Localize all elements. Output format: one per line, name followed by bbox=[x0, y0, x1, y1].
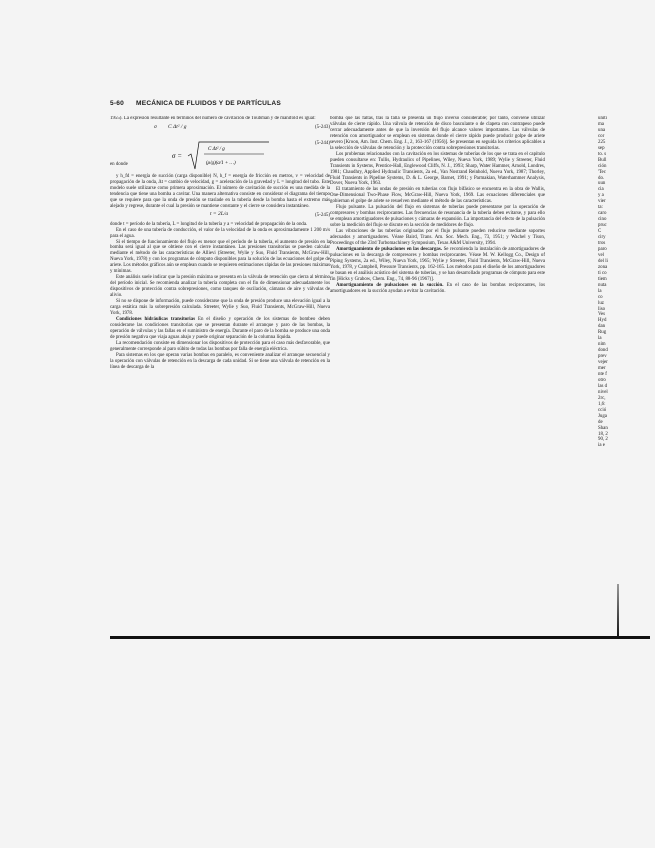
right-column-line: Hyd bbox=[598, 318, 607, 324]
eq1-rhs: C Δt² / g bbox=[168, 123, 187, 130]
right-column-line: luz bbox=[598, 300, 604, 306]
right-column-line: ia e bbox=[598, 443, 605, 449]
running-header bbox=[110, 100, 530, 107]
left-paragraph-6: Si no se dispone de información, puede considerarse que la onda de presión produce una elevación igual a la carga estática más la sobrepresión calculada. Streeter, Wylie y Suo, Fluid Transients, McGraw-Hill, Nueva York, 1978. bbox=[110, 299, 330, 316]
right-column-line: ma bbox=[598, 121, 604, 127]
middle-column bbox=[330, 116, 545, 636]
right-column-line: de bbox=[598, 419, 603, 425]
right-column-line: caro bbox=[598, 211, 607, 217]
right-column-line: cor bbox=[598, 133, 605, 139]
svg-text:C Δt² / g: C Δt² / g bbox=[208, 146, 225, 152]
eq3-number: (5-245) bbox=[315, 212, 330, 218]
right-column-line: Ves bbox=[598, 312, 606, 318]
eq1-lhs: σ bbox=[154, 123, 157, 130]
page-bottom-rule bbox=[110, 636, 650, 639]
right-column-line: y a bbox=[598, 193, 604, 199]
mid-paragraph-6 bbox=[330, 247, 545, 283]
left-paragraph-8: La recomendación consiste en dimensionar los dispositivos de protección para el caso más desfavorable, que generalmente corresponde al paro súbito de todas las bombas por falla de energía eléctrica. bbox=[110, 340, 330, 352]
right-column-line: del li bbox=[598, 258, 608, 264]
right-column-line: nivel bbox=[598, 389, 608, 395]
right-column-line: 2rc, bbox=[598, 395, 606, 401]
page-number: 5-60 bbox=[110, 100, 124, 107]
left-paragraph-7-body: En el diseño y operación de los sistemas de bombeo deben considerarse las condiciones transitorias que se presentan durante el arranque y paro de las bombas, la operación de válvulas y las fallas en el suministro de energía. Durante el paro de la bomba se produce una onda de presión negativa que viaja aguas abajo y puede originar separación de la columna líquida. bbox=[110, 316, 330, 340]
right-column-line: 225 bbox=[598, 139, 606, 145]
right-column-line: 18, 2 bbox=[598, 431, 608, 437]
right-column-line: ta: bbox=[598, 205, 603, 211]
right-column-line: la bbox=[598, 336, 602, 342]
right-column-line: cció bbox=[598, 407, 607, 413]
right-column-line: tiem bbox=[598, 276, 607, 282]
right-column-line: ciry bbox=[598, 235, 606, 241]
right-column-line: una bbox=[598, 127, 606, 133]
left-paragraph-5: Este análisis suele indicar que la presión máxima se presenta en la válvula de retención que cierra al término del período inicial. Se recomienda analizar la tubería completa con el fin de dimensionar adecuadamente los dispositivos de protección contra sobrepresiones, como tanques de oscilación, cámaras de aire y válvulas de alivio. bbox=[110, 275, 330, 299]
eq3-formula: t = 2L/a bbox=[210, 210, 229, 217]
eq1-number: (5-243) bbox=[315, 124, 330, 130]
right-column-line: to. s bbox=[598, 151, 607, 157]
right-column-line: tros bbox=[598, 241, 606, 247]
right-column-line: liso bbox=[598, 306, 606, 312]
mid-paragraph-5: Las vibraciones de las tuberías originadas por el flujo pulsante pueden reducirse mediante soportes adecuados y amortiguadores. Véase Baird, Trans. Am. Soc. Mech. Eng., 73, 1951; y Wachel y Tison, Proceedings of the 23rd Turbomachinery Symposium, Texas A&M University, 1994. bbox=[330, 229, 545, 247]
intro-paragraph: 1955). La expresión resultante en términos del número de cavitación de Toubman y de manifold es igual: bbox=[110, 116, 316, 121]
right-column-line: ción bbox=[598, 163, 607, 169]
right-column-line: co bbox=[598, 294, 603, 300]
right-column-line: zona bbox=[598, 264, 608, 270]
right-column-line: las d bbox=[598, 383, 608, 389]
running-title: MECÁNICA DE FLUIDOS Y DE PARTÍCULAS bbox=[136, 100, 281, 107]
right-column-line: Shan bbox=[598, 425, 608, 431]
left-paragraph-7 bbox=[110, 317, 330, 341]
radical-formula-graphic bbox=[164, 138, 274, 174]
right-column-line: la bbox=[598, 288, 602, 294]
right-column-line: mer bbox=[598, 366, 606, 372]
right-column-line: uun bbox=[598, 181, 606, 187]
left-paragraph-2: donde t = período de la tubería, L = longitud de la tubería y a = velocidad de propagación de la onda. bbox=[110, 221, 308, 227]
right-column-line: Juga bbox=[598, 413, 607, 419]
left-paragraph-1: y h_fd = energía de succión (carga disponible) N, h_f = energía de fricción en metros, v = velocidad de propagación de la onda, Δt = cambio de velocidad, g = aceleración de la gravedad y L = longitud del tubo. Este modelo suele utilizarse como primera aproximación. El número de cavitación de succión es una medida de la tendencia que tiene una bomba a cavitar. Una manera alternativa consiste en considerar el diagrama del tiempo que se requiere para que la onda de presión se traslade en la tubería desde la bomba hasta el extremo más alejado y regrese, durante el cual la presión se mantiene constante y el cierre se considera instantáneo. bbox=[110, 173, 330, 209]
section-heading-suction: Amortiguamiento de pulsaciones en la succión. bbox=[336, 282, 444, 288]
left-paragraph-4: Si el tiempo de funcionamiento del flujo es menor que el período de la tubería, el aumento de presión en la bomba será igual al que se obtiene con el cierre instantáneo. Las presiones transitorias se pueden calcular mediante el método de las características de Allievi (Streeter, Wylie y Suo, Fluid Transients, McGraw-Hill, Nueva York, 1978) y con los programas de cómputo disponibles para la solución de las ecuaciones del golpe de ariete. Los métodos gráficos aún se emplean cuando se requieren estimaciones rápidas de las presiones máximas y mínimas. bbox=[110, 239, 330, 275]
right-column-line: Bull bbox=[598, 157, 607, 163]
mid-paragraph-2: Los problemas relacionados con la cavitación en los sistemas de tuberías de los que se trata en el capítulo pueden consultarse en: Tullis, Hydraulics of Pipelines, Wiley, Nueva York, 1989; Wylie y Streeter, Fluid Transients in Systems, Prentice-Hall, Englewood Cliffs, N. J., 1993; Sharp, Water Hammer, Arnold, Londres, 1981; Chaudhry, Applied Hydraulic Transients, 2a ed., Van Nostrand Reinhold, Nueva York, 1987; Thorley, Fluid Transients in Pipeline Systems, D. & L. George, Barnet, 1991; y Parmakian, Waterhammer Analysis, Dover, Nueva York, 1963. bbox=[330, 151, 545, 187]
right-column-line: prev bbox=[598, 354, 607, 360]
mid-paragraph-7 bbox=[330, 283, 545, 295]
right-column-line: ti co bbox=[598, 270, 607, 276]
mid-paragraph-7-body: En el caso de las bombas reciprocantes, los amortiguadores en la succión ayudan a evitar la cavitación. bbox=[330, 282, 545, 294]
eq2-side-label: en donde bbox=[110, 161, 128, 167]
right-column-line: 1,6: bbox=[598, 401, 606, 407]
equation-5-245 bbox=[110, 210, 330, 222]
right-column-line: nuta bbox=[598, 282, 607, 288]
section-heading-transients: Condiciones hidráulicas transitorias bbox=[116, 316, 196, 322]
left-paragraph-3: En el caso de una tubería de conducción, el valor de la velocidad de la onda es aproximadamente 1 200 m/s para el agua. bbox=[110, 227, 330, 239]
right-column-line: dond bbox=[598, 348, 608, 354]
equation-5-244 bbox=[110, 138, 330, 174]
right-column-line: vejer bbox=[598, 360, 608, 366]
right-column-line: vier bbox=[598, 199, 606, 205]
right-column-line: vel bbox=[598, 252, 604, 258]
right-column-line: Rug bbox=[598, 330, 607, 336]
right-column-line: pruc bbox=[598, 223, 607, 229]
right-column-line: dan bbox=[598, 324, 606, 330]
right-column-line: 'Tec bbox=[598, 169, 606, 175]
right-column-line: cia bbox=[598, 187, 604, 193]
svg-text:σ =: σ = bbox=[172, 151, 182, 160]
svg-text:(ρ/g)(a/1 + …): (ρ/g)(a/1 + …) bbox=[206, 160, 236, 166]
left-column bbox=[110, 116, 330, 636]
left-paragraph-9: Para sistemas en los que operan varias bombas en paralelo, es conveniente analizar el arranque secuencial y la operación con válvulas de retención en la descarga de cada unidad. Si se tiene una válvula de retención en la línea de descarga de la bbox=[110, 352, 330, 370]
mid-paragraph-6-body: Se recomienda la instalación de amortiguadores de pulsaciones en la descarga de compresores y bombas reciprocantes. Véase M. W. Kellogg Co., Design of Piping Systems, 2a ed., Wiley, Nueva York, 1965; Wylie y Streeter, Fluid Transients, McGraw-Hill, Nueva York, 1978, y Campbell, Pressure Transients, pp. 162-165. Los métodos para el diseño de los amortiguadores se basan en el análisis acústico del sistema de tuberías, y se han desarrollado programas de cómputo para este fin [Hicks y Grabow, Chem. Eng., 74, 88-96 (1967)]. bbox=[330, 246, 545, 282]
scan-artifact-line bbox=[617, 584, 619, 638]
right-column-line: uniti bbox=[598, 116, 607, 121]
section-heading-discharge: Amortiguamiento de pulsaciones en las descargas. bbox=[336, 246, 443, 252]
mid-paragraph-3: El tratamiento de las ondas de presión en tuberías con flujo bifásico se encuentra en la obra de Wallis, One-Dimensional Two-Phase Flow, McGraw-Hill, Nueva York, 1969. Las ecuaciones diferenciales que gobiernan el golpe de ariete se resuelven mediante el método de las características. bbox=[330, 187, 545, 205]
right-column-line: paro bbox=[598, 246, 607, 252]
mid-paragraph-1: bomba que las faltas, tras la falla se presenta un flujo inverso considerable; por tanto, conviene utilizar válvulas de cierre rápido. Una válvula de retención de disco basculante o de clapeta con contrapeso puede cerrar adecuadamente antes de que la inversión del flujo alcance valores importantes. Las válvulas de retención con amortiguador se emplean en sistemas donde el cierre rápido puede producir golpe de ariete severo [Kroon, Am. Inst. Chem. Eng. J., 2, 163-167 (1956)]. Se presentan en seguida los criterios aplicables a la selección de válvulas de retención y la protección contra sobrepresiones transitorias. bbox=[330, 116, 545, 151]
right-column-line: sep bbox=[598, 145, 605, 151]
right-column-line: nim bbox=[598, 342, 606, 348]
eq2-number: (5-244) bbox=[315, 140, 330, 146]
right-column-line: 90, 2 bbox=[598, 437, 608, 443]
right-column-fragments bbox=[598, 116, 655, 636]
right-column-line: nte f bbox=[598, 371, 607, 377]
right-column-line: otro bbox=[598, 377, 606, 383]
equation-5-243 bbox=[110, 122, 330, 138]
right-column-line: cino bbox=[598, 217, 607, 223]
right-column-line: C bbox=[598, 229, 602, 235]
right-column-line: do. bbox=[598, 175, 605, 181]
mid-paragraph-4: Flujo pulsante. La pulsación del flujo en sistemas de tuberías puede presentarse por la operación de compresores y bombas reciprocantes. Las frecuencias de resonancia de la tubería deben evitarse, y para ello se emplean amortiguadores de pulsaciones y cámaras de expansión. La importancia del efecto de la pulsación sobre la medición del flujo se discute en la sección de medidores de flujo. bbox=[330, 205, 545, 229]
